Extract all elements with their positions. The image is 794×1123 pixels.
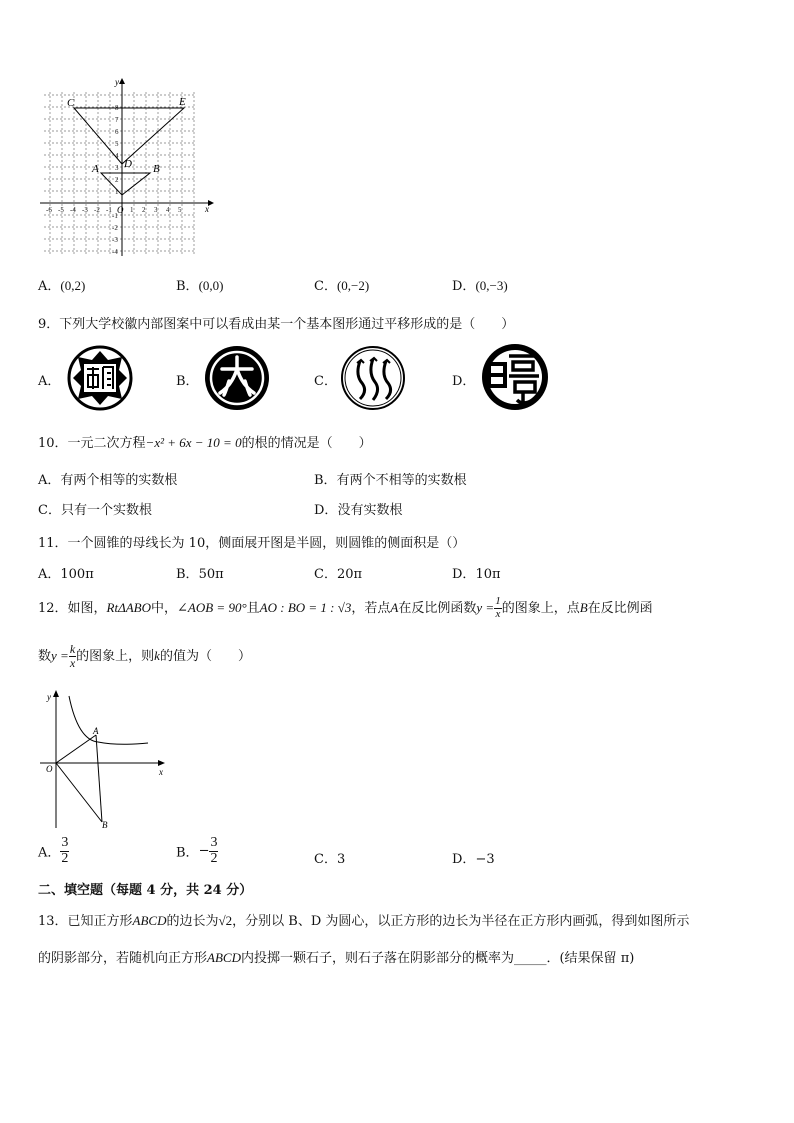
- option-letter: D．: [452, 374, 476, 389]
- fraction-denominator: x: [69, 656, 76, 670]
- y-tick-label: -3: [112, 236, 118, 244]
- option-text: 只有一个实数根: [60, 503, 152, 518]
- point-label-B: B: [102, 820, 108, 830]
- option-text: 10π: [475, 567, 501, 582]
- math-text: B: [579, 600, 588, 615]
- option-letter: C．: [314, 567, 337, 582]
- q12-option-a[interactable]: [38, 836, 69, 866]
- option-letter: D．: [452, 852, 476, 867]
- q8-option-c[interactable]: [314, 275, 369, 294]
- q10-option-a[interactable]: [38, 469, 177, 488]
- seal-emblem-icon: [479, 342, 551, 412]
- option-letter: A．: [38, 374, 61, 389]
- y-axis-label: y: [47, 692, 51, 702]
- y-tick-label: 1: [115, 188, 119, 196]
- option-fraction: [209, 836, 218, 866]
- x-tick-label: -4: [70, 206, 76, 214]
- option-letter: D．: [314, 503, 338, 518]
- math-text: y =: [51, 648, 69, 663]
- fraction: [494, 596, 502, 620]
- q10-option-c[interactable]: [38, 499, 152, 518]
- stem-text: 数: [38, 649, 52, 664]
- x-tick-label: -6: [46, 206, 52, 214]
- option-letter: C．: [314, 852, 337, 867]
- q8-option-b[interactable]: [176, 275, 223, 294]
- stem-text: 的图象上，则: [76, 649, 155, 664]
- q9-option-a[interactable]: [38, 370, 60, 389]
- option-letter: A．: [38, 845, 61, 861]
- option-letter: A．: [38, 279, 61, 294]
- y-tick-label: -1: [112, 212, 118, 220]
- option-letter: B．: [176, 279, 199, 294]
- x-tick-label: 2: [142, 206, 146, 214]
- stem-text: 的值为（ ）: [159, 649, 251, 664]
- option-text: 没有实数根: [337, 503, 403, 518]
- option-text: 50π: [198, 567, 224, 582]
- point-label-A: A: [93, 726, 99, 736]
- option-fraction: [60, 836, 69, 866]
- math-text: √2: [218, 913, 233, 928]
- option-letter: D．: [452, 567, 476, 582]
- option-letter: C．: [38, 503, 61, 518]
- stem-text: 的阴影部分，若随机向正方形: [38, 951, 208, 966]
- q10-stem: [38, 432, 372, 451]
- y-axis-label: y: [115, 77, 119, 87]
- x-axis-label: x: [205, 204, 209, 214]
- option-text: (0,−2): [336, 278, 370, 293]
- math-text: RtΔABO: [106, 600, 151, 615]
- x-tick-label: 5: [178, 206, 182, 214]
- q8-option-d[interactable]: [452, 275, 508, 294]
- y-tick-label: 4: [115, 152, 119, 160]
- q9-option-d[interactable]: [452, 370, 475, 389]
- point-label-B: B: [153, 163, 160, 175]
- stem-text: ．(结果保留 π): [546, 951, 635, 966]
- option-text: 有两个相等的实数根: [60, 473, 178, 488]
- q11-option-c[interactable]: [314, 563, 362, 582]
- option-letter: A．: [38, 567, 61, 582]
- fraction-numerator: 1: [495, 595, 501, 608]
- point-label-C: C: [67, 97, 75, 109]
- math-text: y =: [476, 600, 495, 615]
- option-text: 20π: [336, 567, 363, 582]
- q11-option-a[interactable]: [38, 563, 94, 582]
- section-heading: 二、填空题（每题 4 分，共 24 分）: [38, 883, 253, 898]
- math-text: ∠AOB = 90°: [177, 600, 247, 615]
- stem-text: 的根的情况是（ ）: [241, 436, 372, 451]
- option-letter: C．: [314, 279, 337, 294]
- math-text: A: [390, 600, 399, 615]
- nankai-emblem-icon: [67, 345, 133, 411]
- stem-text: 内投掷一颗石子，则石子落在阴影部分的概率为: [240, 951, 514, 966]
- stem-text: 在反比例函数: [398, 601, 477, 616]
- q10-option-b[interactable]: [314, 469, 467, 488]
- point-label-E: E: [179, 96, 186, 108]
- y-tick-label: 2: [115, 176, 119, 184]
- y-tick-label: -4: [112, 248, 118, 256]
- math-text: ABCD: [132, 913, 167, 928]
- q8-option-a[interactable]: [38, 275, 85, 294]
- math-text: k: [154, 648, 160, 663]
- stem-text: 13．已知正方形: [38, 914, 133, 929]
- x-tick-label: -5: [58, 206, 64, 214]
- fraction-numerator: 3: [61, 835, 69, 850]
- math-text: AO : BO = 1 : √3: [259, 600, 352, 615]
- stem-text: ，分别以 B、D 为圆心，以正方形的边长为半径在正方形内画弧，得到如图所示: [232, 914, 690, 929]
- x-tick-label: -1: [106, 206, 112, 214]
- x-tick-label: -2: [94, 206, 100, 214]
- y-tick-label: -2: [112, 224, 118, 232]
- fraction-denominator: x: [495, 608, 501, 620]
- option-text: 3: [336, 852, 346, 867]
- q11-option-d[interactable]: [452, 563, 501, 582]
- option-letter: B．: [176, 845, 199, 861]
- q12-option-d[interactable]: [452, 848, 495, 867]
- stem-text: 且: [246, 601, 260, 616]
- stem-text: 的边长为: [166, 914, 219, 929]
- q9-option-b[interactable]: [176, 370, 199, 389]
- option-letter: A．: [38, 473, 61, 488]
- stem-text: 的图象上，点: [501, 601, 580, 616]
- x-tick-label: 1: [130, 206, 134, 214]
- equation: −x² + 6x − 10 = 0: [145, 435, 242, 450]
- origin-label: O: [117, 205, 124, 215]
- q12-function-graph: [38, 688, 170, 830]
- stem-text: ，若点: [351, 601, 391, 616]
- q8-coordinate-grid: [38, 76, 218, 258]
- option-letter: B．: [176, 567, 199, 582]
- stem-text: 12．如图，: [38, 601, 107, 616]
- peking-emblem-icon: [204, 345, 270, 411]
- option-letter: B．: [314, 473, 337, 488]
- q12-stem-line1: [38, 593, 653, 624]
- y-tick-label: 6: [115, 128, 119, 136]
- y-tick-label: 5: [115, 140, 119, 148]
- option-sign: −: [198, 843, 210, 859]
- answer-blank[interactable]: _____: [513, 951, 547, 966]
- option-letter: D．: [452, 279, 476, 294]
- stem-text: 10．一元二次方程: [38, 436, 146, 451]
- x-tick-label: 4: [166, 206, 170, 214]
- q11-stem: 11．一个圆锥的母线长为 10，侧面展开图是半圆，则圆锥的侧面积是（）: [38, 536, 466, 551]
- option-text: 100π: [60, 567, 94, 582]
- y-tick-label: 3: [115, 164, 119, 172]
- y-tick-label: 8: [115, 104, 119, 112]
- q12-option-c[interactable]: [314, 848, 345, 867]
- stem-text: 在反比例函: [587, 601, 653, 616]
- fraction-numerator: 3: [210, 835, 218, 850]
- option-text: −3: [475, 852, 495, 867]
- q13-stem-line1: [38, 910, 689, 929]
- x-axis-label: x: [159, 767, 163, 777]
- zhejiang-emblem-icon: [340, 345, 406, 411]
- point-label-A: A: [92, 163, 99, 175]
- stem-text: 中，: [151, 601, 178, 616]
- q9-option-c[interactable]: [314, 370, 337, 389]
- origin-label: O: [46, 764, 53, 774]
- fraction-denominator: 2: [210, 850, 218, 866]
- x-tick-label: -3: [82, 206, 88, 214]
- option-letter: C．: [314, 374, 337, 389]
- math-text: ABCD: [207, 950, 241, 965]
- q12-stem-line2: [38, 641, 251, 672]
- option-text: 有两个不相等的实数根: [336, 473, 467, 488]
- q11-option-b[interactable]: [176, 563, 224, 582]
- option-text: (0,0): [198, 278, 224, 293]
- option-text: (0,−3): [475, 278, 508, 293]
- option-letter: B．: [176, 374, 199, 389]
- q12-option-b[interactable]: [176, 836, 218, 866]
- point-label-D: D: [124, 158, 132, 170]
- option-text: (0,2): [60, 278, 86, 293]
- x-tick-label: 3: [154, 206, 158, 214]
- q10-option-d[interactable]: [314, 499, 402, 518]
- fraction-denominator: 2: [61, 850, 69, 866]
- q13-stem-line2: [38, 947, 634, 966]
- q9-stem: 9．下列大学校徽内部图案中可以看成由某一个基本图形通过平移形成的是（ ）: [38, 317, 515, 332]
- y-tick-label: 7: [115, 116, 119, 124]
- fraction-numerator: k: [69, 642, 76, 657]
